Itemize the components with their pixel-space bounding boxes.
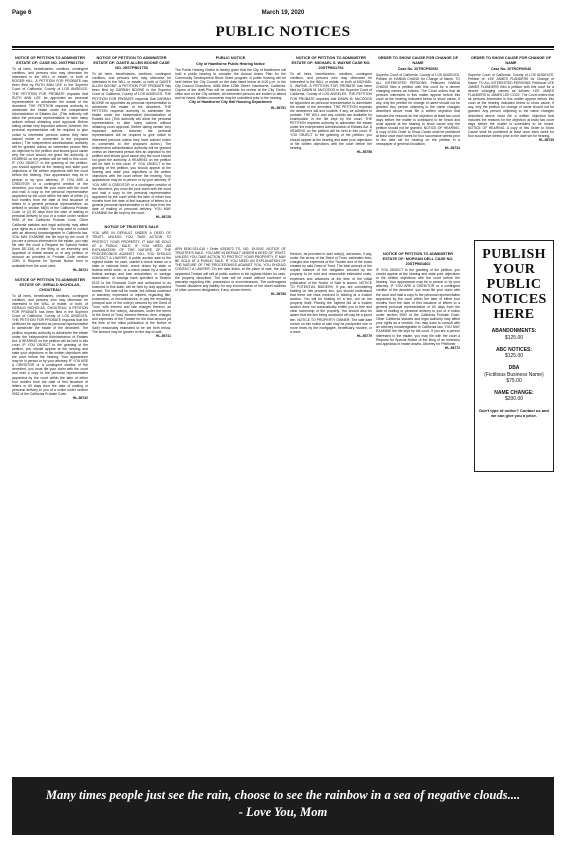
notice-estate-dell bbox=[376, 252, 460, 350]
notice-title: PUBLIC NOTICE bbox=[215, 56, 246, 60]
notice-title: NOTICE OF PETITION TO ADMINISTER ESTATE OF: DANTE ALLEN BOONE CASE NO. 20STPB01753 bbox=[93, 56, 170, 70]
ad-dba-label: DBA bbox=[508, 365, 520, 371]
notice-ref: HL-56721 bbox=[72, 267, 88, 272]
notice-ref: HL-56728 bbox=[155, 215, 171, 220]
notice-estate-hill bbox=[12, 56, 88, 272]
notice-trustee-sale bbox=[92, 225, 171, 337]
ad-name-change-label: NAME CHANGE: bbox=[494, 389, 534, 396]
notice-name-change-chang bbox=[376, 56, 460, 246]
notice-body: Superior Court of California, County of LOS ANGELES. Petition of: HANNA CHANG for Change of Name. TO ALL INTERESTED PERSONS: Petitioner HANNA CHANG filed a petition with this court for a decree changing names as follows. The Court orders that all persons interested in this matter appear before this court at the hearing indicated below to show cause, if any, why the petition for change of name should not be granted. Any person objecting to the name changes described above must file a written objection that includes the reasons for the objection at least two court days before the matter is scheduled to be heard and must appear at the hearing to show cause why the petition should not be granted. NOTICE OF HEARING. A copy of this Order to Show Cause shall be published at least once each week for four successive weeks prior to the date set for hearing on the petition in a newspaper of general circulation. bbox=[376, 72, 460, 147]
notice-ref: HL-56735 bbox=[538, 138, 554, 143]
notice-body: APN 8150-021-018 / Order 6293572 T.S. NO. 19-0042. NOTICE OF TRUSTEE'S SALE. YOU ARE IN DEFAULT UNDER A DEED OF TRUST. UNLESS YOU TAKE ACTION TO PROTECT YOUR PROPERTY, IT MAY BE SOLD AT A PUBLIC SALE. IF YOU NEED AN EXPLANATION OF THE NATURE OF THE PROCEEDINGS AGAINST YOU, YOU SHOULD CONTACT A LAWYER. On the date listed, at the place of sale, the duly appointed Trustee will sell at public auction to the highest bidder for cash, the property described. The sale will be made without covenant or warranty regarding title, possession or encumbrances. The undersigned Trustee disclaims any liability for any incorrectness of the street address or other common designation, if any, shown herein. bbox=[175, 247, 286, 292]
notice-ref: HL-56732 bbox=[72, 396, 88, 401]
column-6 bbox=[468, 56, 554, 234]
notice-title: NOTICE OF PETITION TO ADMINISTER ESTATE OF: MICHAEL S. WAYNE CASE NO. 20STPB01794 bbox=[291, 56, 371, 70]
ad-dba-price: $75.00 bbox=[506, 377, 522, 384]
notice-subtitle: Case No. 20TRCP00046 bbox=[490, 67, 532, 71]
notice-body: To all heirs, beneficiaries, creditors, contingent creditors, and persons who may otherwise be interested in the WILL or estate, or both of ROGER HILL. A PETITION FOR PROBATE has been filed by RUTH ANN LEE in the Superior Court of California, County of LOS ANGELES. THE PETITION FOR PROBATE requests that RUTH ANN LEE be appointed as personal representative to administer the estate of the decedent. THE PETITION requests authority to administer the estate under the Independent Administration of Estates Act. (This authority will allow the personal representative to take many actions without obtaining court approval. Before taking certain very important actions, however, the personal representative will be required to give notice to interested persons unless they have waived notice or consented to the proposed action.) The independent administration authority will be granted unless an interested person files an objection to the petition and shows good cause why the court should not grant the authority. A HEARING on the petition will be held in this court. IF YOU OBJECT to the granting of the petition, you should appear at the hearing and state your objections or file written objections with the court before the hearing. Your appearance may be in person or by your attorney. IF YOU ARE A CREDITOR or a contingent creditor of the decedent, you must file your claim with the court and mail a copy to the personal representative appointed by the court within the later of either (1) four months from the date of first issuance of letters to a general personal representative, as defined in section 58(b) of the California Probate Code, or (2) 60 days from the date of mailing or personal delivery to you of a notice under section 9052 of the California Probate Code. Other California statutes and legal authority may affect your rights as a creditor. You may want to consult with an attorney knowledgeable in California law. YOU MAY EXAMINE the file kept by the court. If you are a person interested in the estate, you may file with the court a Request for Special Notice (form DE-154) of the filing of an inventory and appraisal of estate assets or of any petition or account as provided in Probate Code section 1250. A Request for Special Notice form is available from the court clerk. bbox=[12, 67, 88, 268]
notice-title: ORDER TO SHOW CAUSE FOR CHANGE OF NAME bbox=[377, 56, 459, 65]
notice-ref: HL-56751 bbox=[270, 105, 286, 110]
notice-title: ORDER TO SHOW CAUSE FOR CHANGE OF NAME bbox=[470, 56, 552, 65]
ad-contact-note: Don't type of notice? Contact us and we can give you a price. bbox=[479, 408, 549, 418]
ad-abc-label: ABC NOTICES: bbox=[495, 346, 533, 353]
ad-abandonments-label: ABANDONMENTS: bbox=[491, 328, 537, 334]
ad-name-change-price: $200.00 bbox=[504, 396, 524, 402]
page-header bbox=[12, 10, 554, 20]
notice-body: To all heirs, beneficiaries, creditors, contingent creditors, and persons who may otherwise be interested in the WILL or estate, or both of MICHAEL S. WAYNE. A PETITION FOR PROBATE has been filed by DAWN M. McCOOGS in the Superior Court of California, County of LOS ANGELES. THE PETITION FOR PROBATE requests that DAWN M. McCOOGS be appointed as personal representative to administer the estate of the decedent. THE PETITION requests the decedent's will and codicils, if any, be admitted to probate. THE WILL and any codicils are available for examination in the file kept by the court. THE PETITION requests authority to administer the estate under the Independent Administration of Estates Act. A HEARING on the petition will be held in this court. IF YOU OBJECT to the granting of the petition, you should appear at the hearing and state your objections or file written objections with the court before the hearing. bbox=[290, 72, 372, 150]
ad-headline-2: YOUR bbox=[492, 262, 536, 277]
notice-ref: HL-56741 bbox=[155, 333, 171, 338]
notice-subtitle: Case No. 20TRCP00052 bbox=[397, 67, 439, 71]
notice-body: YOU ARE IN DEFAULT UNDER A DEED OF TRUST. UNLESS YOU TAKE ACTION TO PROTECT YOUR PROPERTY, IT MAY BE SOLD AT A PUBLIC SALE. IF YOU NEED AN EXPLANATION OF THE NATURE OF THE PROCEEDINGS AGAINST YOU, YOU SHOULD CONTACT A LAWYER. A public auction sale to the highest bidder for cash, cashier's check drawn on a state or national bank, check drawn by state or federal credit union, or a check drawn by a state or federal savings and loan association, or savings association, or savings bank specified in Section 5102 to the Financial Code and authorized to do business in this state, will be held by duly appointed trustee. The sale will be made, but without covenant or warranty, expressed or implied, regarding title, possession, or encumbrances, to pay the remaining principal sum of the note(s) secured by the Deed of Trust, with interest and late charges thereon, as provided in the note(s), advances, under the terms of the Deed of Trust, interest thereon, fees, charges and expenses of the Trustee for the total amount (at the time of the initial publication of the Notice of Sale) reasonably estimated to be set forth below. The amount may be greater on the day of sale. bbox=[92, 231, 171, 334]
ad-abandonments-price: $125.00 bbox=[504, 334, 524, 341]
notice-title: NOTICE OF PETITION TO ADMINISTER ESTATE OF: GERALD NICHOLAS, CHOUTEAU bbox=[14, 277, 86, 292]
section-title: PUBLIC NOTICES bbox=[215, 24, 351, 40]
footer-quote-signature: - Love You, Mom bbox=[238, 805, 328, 819]
notice-ref: HL-56779 bbox=[356, 333, 372, 338]
column-2 bbox=[92, 56, 171, 772]
notice-body: Superior Court of California, County of LOS ANGELES. Petition of: LEE JAMES FLANDERS for Change of Name. TO ALL INTERESTED PERSONS: Petitioner LEE JAMES FLANDERS filed a petition with this court for a decree changing names as follows: LEE JAMES FLANDERS to JAMES LEE COLE. The Court orders that all persons interested in this matter appear before this court at the hearing indicated below to show cause, if any, why the petition for change of name should not be granted. Any person objecting to the name changes described above must file a written objection that includes the reasons for the objection at least two court days before the matter is scheduled to be heard. NOTICE OF HEARING. A copy of this Order to Show Cause shall be published at least once each week for four successive weeks prior to the date set for hearing. bbox=[468, 72, 554, 138]
footer-quote-line: Many times people just see the rain, choose to see the rainbow in a sea of negative clouds.... bbox=[45, 788, 521, 802]
notice-title: NOTICE OF PETITION TO ADMINISTER ESTATE OF: CASE NO. 20STPB01752 bbox=[14, 56, 86, 65]
footer-quote-banner bbox=[12, 777, 554, 835]
notice-name-change-flanders bbox=[468, 56, 554, 142]
column-4 bbox=[290, 56, 372, 772]
notice-hawthorne-hearing bbox=[175, 56, 286, 241]
notice-title: NOTICE OF PETITION TO ADMINISTER ESTATE OF: MORGAN DELL CASE NO. 20STPB01802 bbox=[382, 252, 454, 266]
notice-subtitle: City of Hawthorne Public Hearing Notice bbox=[196, 62, 265, 66]
column-1 bbox=[12, 56, 88, 772]
notice-trustee-continued bbox=[290, 252, 372, 338]
notice-estate-chouteau bbox=[12, 278, 88, 400]
notice-estate-boone bbox=[92, 56, 171, 219]
top-rule-thin bbox=[12, 49, 554, 50]
ad-dba-note: (Fictitious Business Name) bbox=[484, 371, 544, 378]
notice-signature: City of Hawthorne City Hall Housing Department bbox=[189, 100, 272, 105]
notice-body: To all heirs, beneficiaries, creditors, contingent creditors, and persons who may otherwise be interested in the WILL or estate, or both, of GERALD NICHOLAS, CHOUTEAU. A PETITION FOR PROBATE has been filed in the Superior Court of California, County of LOS ANGELES. THE PETITION FOR PROBATE requests that the petitioner be appointed as personal representative to administer the estate of the decedent. The petition requests authority to administer the estate under the Independent Administration of Estates Act. A HEARING on the petition will be held in this court. IF YOU OBJECT to the granting of the petition, you should appear at the hearing and state your objections or file written objections with the court before the hearing. Your appearance may be in person or by your attorney. IF YOU ARE A CREDITOR or a contingent creditor of the decedent, you must file your claim with the court and mail a copy to the personal representative appointed by the court within the later of either four months from the date of first issuance of letters or 60 days from the date of mailing or personal delivery to you of a notice under section 9052 of the California Probate Code. bbox=[12, 293, 88, 396]
notice-body: The Public Hearing Notice is hereby given that the City of Hawthorne will hold a public hearing to consider the Annual Action Plan for the Community Development Block Grant program. A public hearing will be held before the City Council on the date listed below at 6:00 p.m. in the City Council Chambers, 4455 West 126th Street, Hawthorne, California. Copies of the draft Plan will be available for review at the City Clerk's office and on the City website. All interested persons are invited to attend and be heard. Written comments may be submitted prior to the hearing. bbox=[175, 67, 286, 101]
notice-ref: HL-56766 bbox=[270, 292, 286, 297]
column-3 bbox=[175, 56, 286, 772]
ad-headline-1: PUBLISH bbox=[482, 247, 546, 262]
publish-notices-ad bbox=[474, 240, 554, 472]
notice-ref: HL-56772 bbox=[444, 345, 460, 350]
notice-title: NOTICE OF TRUSTEE'S SALE bbox=[104, 225, 159, 230]
notice-estate-wayne bbox=[290, 56, 372, 246]
notice-body: IF YOU OBJECT to the granting of the petition, you should appear at the hearing and state your objections or file written objections with the court before the hearing. Your appearance may be in person or by your attorney. IF YOU ARE A CREDITOR or a contingent creditor of the decedent, you must file your claim with the court and mail a copy to the personal representative appointed by the court within the later of either four months from the date of first issuance of letters to a general personal representative or 60 days from the date of mailing or personal delivery to you of a notice under section 9052 of the California Probate Code. Other California statutes and legal authority may affect your rights as a creditor. You may want to consult with an attorney knowledgeable in California law. YOU MAY EXAMINE the file kept by the court. If you are a person interested in the estate, you may file with the court a Request for Special Notice of the filing of an inventory and appraisal of estate assets. Attorney for Petitioner. bbox=[376, 268, 460, 346]
ad-abc-price: $125.00 bbox=[504, 353, 524, 359]
ad-headline-5: HERE bbox=[493, 307, 535, 322]
notice-apn-trustee-sale bbox=[175, 247, 286, 296]
ad-headline-4: NOTICES bbox=[481, 292, 547, 307]
notice-body: thereon, as provided in said note(s), advances, if any, under the terms of the Deed of Trust, estimated fees, charges and expenses of the Trustee and of the trusts created by said Deed of Trust. The total amount of the unpaid balance of the obligation secured by the property to be sold and reasonable estimated costs, expenses and advances at the time of the initial publication of the Notice of Sale is shown. NOTICE TO POTENTIAL BIDDERS: If you are considering bidding on this property lien, you should understand that there are risks involved in bidding at a trustee auction. You will be bidding on a lien, not on the property itself. Placing the highest bid at a trustee auction does not automatically entitle you to free and clear ownership of the property. You should also be aware that the lien being auctioned off may be a junior lien. NOTICE TO PROPERTY OWNER: The sale date shown on this notice of sale may be postponed one or more times by the mortgagee, beneficiary, trustee, or a court. bbox=[290, 252, 372, 334]
section-banner bbox=[12, 22, 554, 46]
top-rule bbox=[12, 46, 554, 48]
column-5 bbox=[376, 56, 460, 772]
ad-headline-3: PUBLIC bbox=[486, 277, 542, 292]
notice-ref: HL-56758 bbox=[356, 149, 372, 154]
notice-ref: HL-56734 bbox=[444, 146, 460, 151]
page-number: Page 6 bbox=[12, 10, 32, 16]
issue-date: March 19, 2020 bbox=[261, 10, 305, 16]
notice-body: To all heirs, beneficiaries, creditors, contingent creditors, and persons who may otherwise be interested in the WILL or estate, or both of DANTE ALLEN BOONE. A PETITION FOR PROBATE has been filed by ZARRAH BOONE in the Superior Court of California, County of LOS ANGELES. THE PETITION FOR PROBATE requests that ZARRAH BOONE be appointed as personal representative to administer the estate of the decedent. THE PETITION requests authority to administer the estate under the Independent Administration of Estates Act. (This authority will allow the personal representative to take many actions without obtaining court approval. Before taking certain very important actions, however, the personal representative will be required to give notice to interested persons unless they have waived notice or consented to the proposed action.) The independent administration authority will be granted unless an interested person files an objection to the petition and shows good cause why the court should not grant the authority. A HEARING on the petition will be held in this court. IF YOU OBJECT to the granting of the petition, you should appear at the hearing and state your objections or file written objections with the court before the hearing. Your appearance may be in person or by your attorney. IF YOU ARE A CREDITOR or a contingent creditor of the decedent, you must file your claim with the court and mail a copy to the personal representative appointed by the court within the later of either four months from the date of first issuance of letters to a general personal representative or 60 days from the date of mailing or personal delivery. YOU MAY EXAMINE the file kept by the court. bbox=[92, 72, 171, 216]
